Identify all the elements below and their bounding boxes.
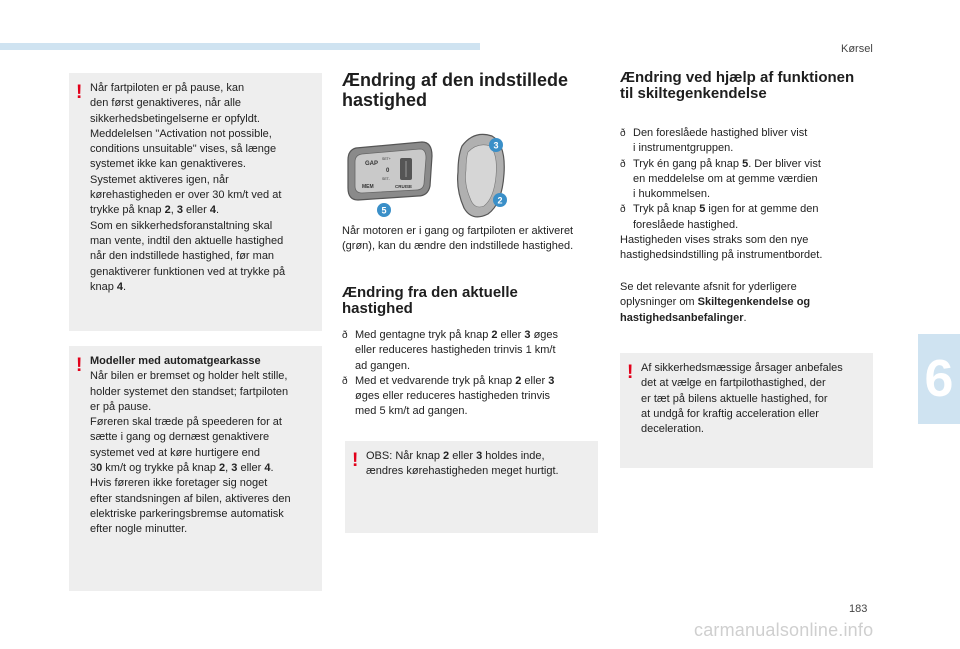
automatic-gearbox-line: efter standsningen af bilen, aktiveres den: [90, 492, 291, 505]
bullet-item: [342, 328, 604, 374]
sign-recognition-title: [620, 70, 900, 102]
page-number: 183: [849, 603, 868, 615]
bullet-line: ad gangen.: [355, 359, 411, 372]
after-line: hastighedsindstilling på instrumentbordet.: [620, 249, 823, 262]
bullet-line: ð Tryk på knap 5 igen for at gemme den: [633, 203, 819, 216]
bullet-line: ð Med gentagne tryk på knap 2 eller 3 øges: [355, 329, 559, 341]
note-line: er tæt på bilens aktuelle hastighed, for: [641, 392, 828, 405]
title-line: Ændring ved hjælp af funktionen: [620, 69, 855, 86]
pause-note-line: når den indstillede hastighed, før man: [90, 250, 275, 263]
bullet-item: [342, 374, 604, 420]
pause-note-line: kørehastigheden er over 30 km/t ved at: [90, 189, 282, 202]
automatic-gearbox-line: Hvis føreren ikke foretager sig noget: [90, 477, 268, 490]
change-speed-title: [342, 70, 602, 110]
change-speed-intro: [342, 224, 604, 255]
automatic-gearbox-line: holder systemet den standset; fartpiloten: [90, 385, 289, 398]
warning-icon: !: [627, 362, 634, 383]
intro-line: (grøn), kan du ændre den indstillede hastighed.: [342, 240, 574, 253]
bullet-line: ð Tryk én gang på knap 5. Der bliver vist: [633, 157, 821, 170]
title-line: Ændring af den indstillede: [342, 70, 569, 90]
see-also-text: .: [743, 311, 747, 324]
callout-5: 5: [381, 205, 387, 216]
see-also-line: [620, 295, 882, 310]
automatic-gearbox-line: er på pause.: [90, 400, 152, 413]
note-line: det at vælge en fartpilothastighed, der: [641, 377, 826, 390]
lever-label-set-minus: SET-: [382, 177, 390, 181]
header-bar: [0, 43, 480, 50]
see-also: [620, 280, 882, 326]
automatic-gearbox-line: sætte i gang og dernæst genaktivere: [90, 431, 270, 444]
see-also-line: [620, 311, 882, 326]
pause-note-line: man vente, indtil den aktuelle hastighed: [90, 234, 284, 247]
title-line: til skiltegenkendelse: [620, 85, 767, 102]
bullet-line: ð Med et vedvarende tryk på knap 2 eller 3: [355, 374, 555, 387]
automatic-gearbox-line: efter nogle minutter.: [90, 523, 188, 536]
see-also-text: oplysninger om: [620, 296, 695, 309]
pause-note-line: knap 4.: [90, 280, 127, 293]
lever-label-cruise: CRUISE: [395, 184, 413, 189]
hold-button-note: [345, 441, 598, 533]
see-also-link: hastighedsanbefalinger: [620, 311, 744, 324]
pause-note-line: conditions unsuitable" vises, så længe: [90, 143, 277, 156]
bullet-line: eller reduceres hastigheden trinvis 1 km/t: [355, 344, 556, 357]
bullet-item: [620, 126, 882, 157]
automatic-gearbox-line: elektriske parkeringsbremse automatisk: [90, 507, 284, 520]
note-line: ændres kørehastigheden meget hurtigt.: [366, 465, 559, 478]
bullet-line: en meddelelse om at gemme værdien: [633, 172, 818, 185]
sign-recognition-bullets: [620, 126, 882, 264]
note-line: Af sikkerhedsmæssige årsager anbefales: [641, 362, 843, 374]
cruise-control-lever-illustration: [340, 128, 512, 222]
after-line: Hastigheden vises straks som den nye: [620, 234, 809, 247]
bullet-item: [620, 157, 882, 203]
warning-icon: !: [76, 82, 83, 103]
pause-note-line: systemet ikke kan genaktiveres.: [90, 158, 246, 171]
note-line: OBS: Når knap 2 eller 3 holdes inde,: [366, 450, 545, 462]
see-also-line: Se det relevante afsnit for yderligere: [620, 281, 797, 293]
current-speed-title: [342, 285, 602, 317]
lever-label-set-plus: SET+: [382, 157, 391, 161]
pause-note-line: den først genaktiveres, når alle: [90, 97, 242, 110]
watermark: carmanualsonline.info: [694, 620, 874, 640]
bullet-line: øges eller reduceres hastigheden trinvis: [355, 390, 551, 403]
chapter-tab: [918, 334, 960, 424]
lever-label-zero: 0: [386, 168, 390, 174]
safety-note: [620, 353, 873, 468]
automatic-gearbox-line: 30 km/t og trykke på knap 2, 3 eller 4.: [90, 462, 274, 475]
automatic-gearbox-line: Føreren skal træde på speederen for at: [90, 416, 282, 429]
see-also-link: Skiltegenkendelse og: [697, 296, 811, 309]
chapter-number: 6: [924, 350, 954, 408]
callout-3: 3: [493, 140, 499, 151]
warning-icon: !: [76, 355, 83, 376]
title-line: hastighed: [342, 90, 428, 110]
bullet-line: med 5 km/t ad gangen.: [355, 405, 468, 418]
title-line: Ændring fra den aktuelle: [342, 284, 518, 301]
note-line: at undgå for kraftig acceleration eller: [641, 407, 819, 420]
pause-note-line: trykke på knap 2, 3 eller 4.: [90, 204, 220, 217]
bullet-line: ð Den foreslåede hastighed bliver vist: [633, 127, 808, 139]
bullet-line: foreslåede hastighed.: [633, 218, 739, 231]
automatic-gearbox-title: Modeller med automatgearkasse: [90, 355, 261, 367]
intro-line: Når motoren er i gang og fartpiloten er aktiveret: [342, 225, 574, 237]
pause-note-line: genaktiverer funktionen ved at trykke på: [90, 265, 286, 278]
note-line: deceleration.: [641, 423, 704, 436]
pause-note-line: Systemet aktiveres igen, når: [90, 173, 229, 186]
bullet-line: i hukommelsen.: [633, 188, 711, 201]
warning-icon: !: [352, 450, 359, 471]
lever-label-mem: MEM: [362, 184, 374, 190]
pause-note-line: Meddelelsen "Activation not possible,: [90, 127, 272, 140]
title-line: hastighed: [342, 300, 413, 317]
callout-2: 2: [497, 195, 503, 206]
bullet-line: i instrumentgruppen.: [633, 142, 734, 155]
bullet-item: [620, 202, 882, 233]
pause-note-line: Som en sikkerhedsforanstaltning skal: [90, 219, 273, 232]
pause-note-line: sikkerhedsbetingelserne er opfyldt.: [90, 112, 260, 125]
pause-note-line: Når fartpiloten er på pause, kan: [90, 82, 245, 94]
automatic-gearbox-line: Når bilen er bremset og holder helt stille,: [90, 370, 288, 383]
lever-label-gap: GAP: [365, 161, 379, 167]
automatic-gearbox-note: [69, 346, 322, 591]
section-title: Kørsel: [841, 43, 873, 55]
current-speed-bullets: [342, 328, 604, 420]
automatic-gearbox-line: systemet ved at køre hurtigere end: [90, 446, 260, 459]
pause-note: [69, 73, 322, 331]
